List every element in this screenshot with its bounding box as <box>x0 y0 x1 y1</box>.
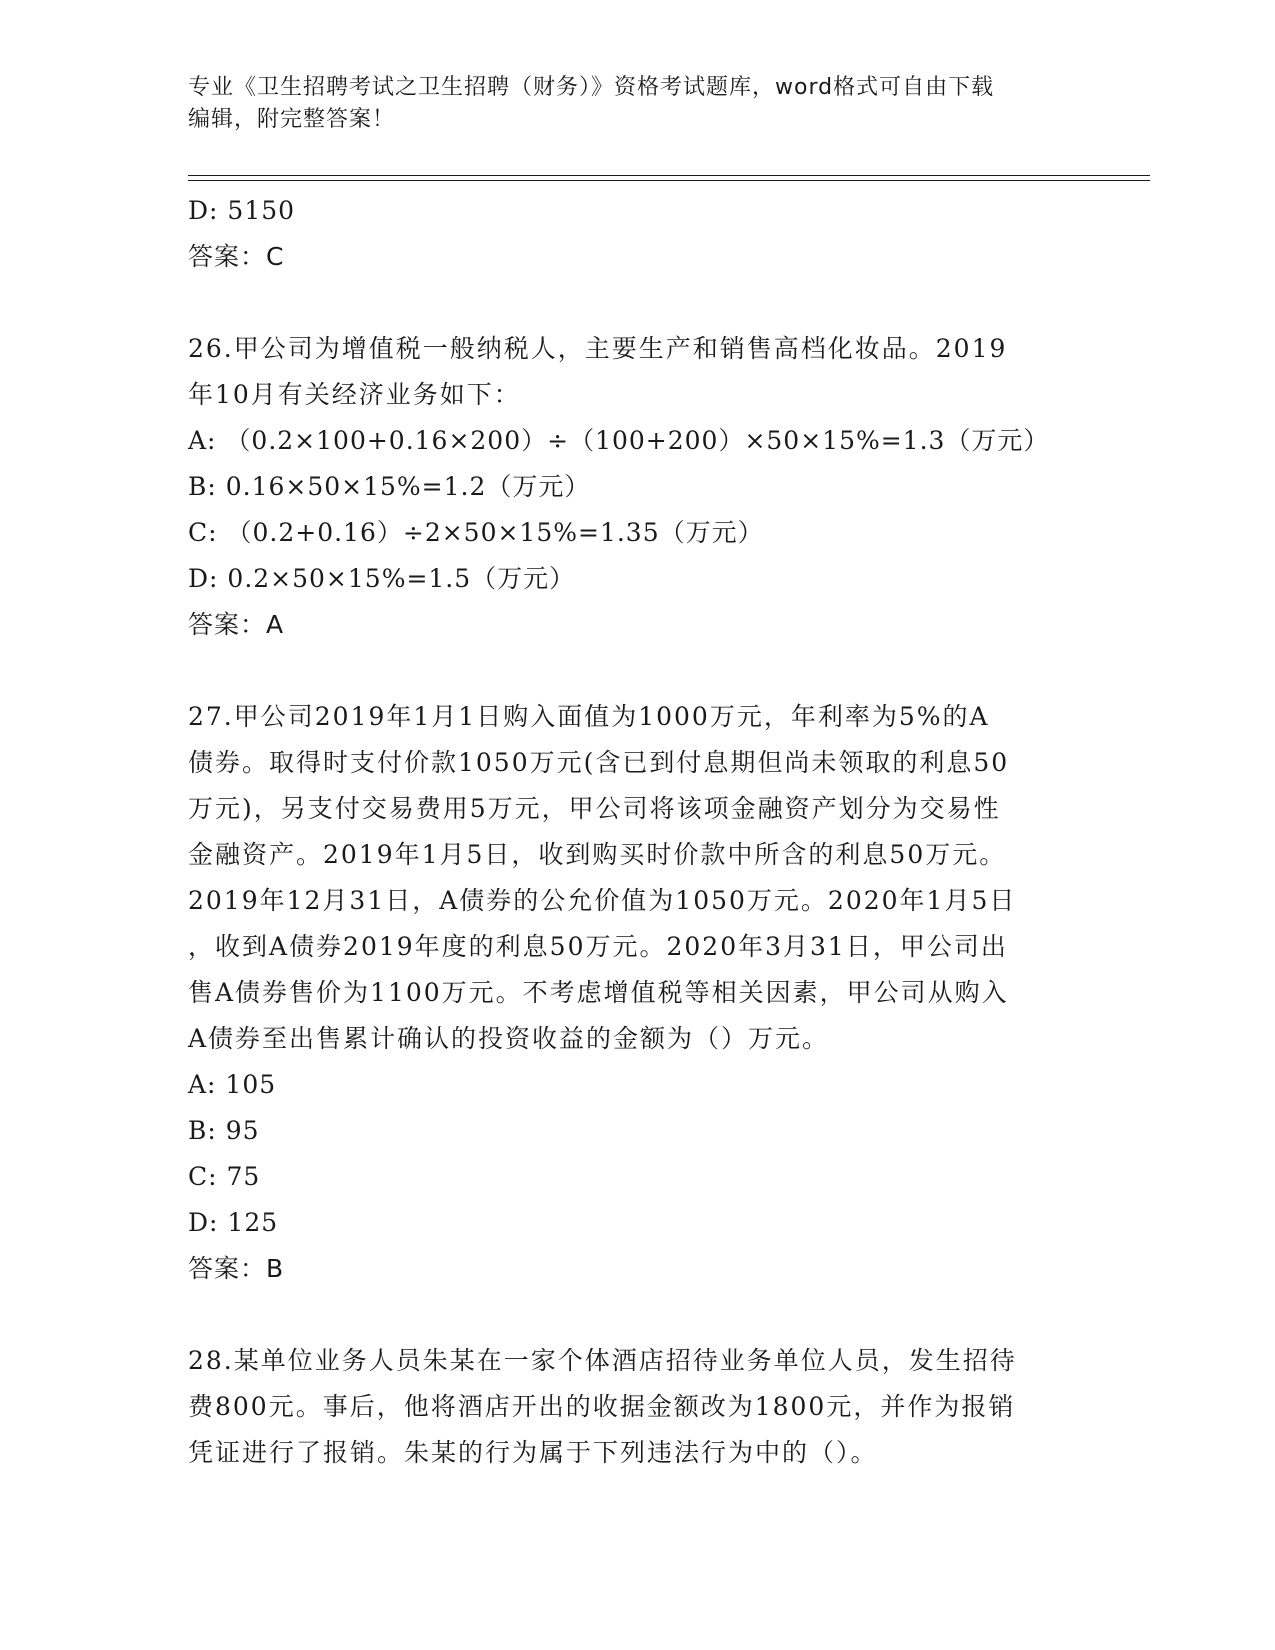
question-27 <box>188 694 1088 1292</box>
spacer <box>188 648 1088 694</box>
question-stem-line: 售A债券售价为1100万元。不考虑增值税等相关因素，甲公司从购入 <box>188 978 1009 1007</box>
question-stem-line: ，收到A债券2019年度的利息50万元。2020年3月31日，甲公司出 <box>188 932 1008 961</box>
option-a: A: 105 <box>188 1070 277 1099</box>
document-header <box>188 72 1088 136</box>
spacer <box>188 1292 1088 1338</box>
question-stem-line: 债券。取得时支付价款1050万元(含已到付息期但尚未领取的利息50 <box>188 748 1010 777</box>
question-stem-line: 年10月有关经济业务如下： <box>188 380 521 409</box>
question-stem-line: 费800元。事后，他将酒店开出的收据金额改为1800元，并作为报销 <box>188 1392 1016 1421</box>
question-stem-line: 万元)，另支付交易费用5万元，甲公司将该项金融资产划分为交易性 <box>188 794 1001 823</box>
question-stem-line: 28.某单位业务人员朱某在一家个体酒店招待业务单位人员，发生招待 <box>188 1346 1017 1375</box>
prev-option-d: D: 5150 <box>188 196 296 225</box>
header-rule-bottom <box>188 180 1150 181</box>
option-c: C: （0.2+0.16）÷2×50×15%=1.35（万元） <box>188 518 764 547</box>
prev-answer: 答案：C <box>188 242 285 271</box>
question-stem-line: 26.甲公司为增值税一般纳税人，主要生产和销售高档化妆品。2019 <box>188 334 1008 363</box>
answer: 答案：B <box>188 1254 285 1283</box>
question-28 <box>188 1338 1088 1476</box>
option-d: D: 0.2×50×15%=1.5（万元） <box>188 564 576 593</box>
option-d: D: 125 <box>188 1208 279 1237</box>
option-a: A: （0.2×100+0.16×200）÷（100+200）×50×15%=1.3（万元） <box>188 426 1050 455</box>
question-stem-line: 27.甲公司2019年1月1日购入面值为1000万元，年利率为5%的A <box>188 702 990 731</box>
spacer <box>188 280 1088 326</box>
question-stem-line: 2019年12月31日，A债券的公允价值为1050万元。2020年1月5日 <box>188 886 1017 915</box>
option-b: B: 95 <box>188 1116 260 1145</box>
question-stem-line: 金融资产。2019年1月5日，收到购买时价款中所含的利息50万元。 <box>188 840 1007 869</box>
question-stem-line: 凭证进行了报销。朱某的行为属于下列违法行为中的（）。 <box>188 1438 878 1467</box>
document-body <box>188 188 1088 1476</box>
header-line-1: 专业《卫生招聘考试之卫生招聘（财务）》资格考试题库，word格式可自由下载 <box>188 75 995 100</box>
header-rule-top <box>188 175 1150 176</box>
answer: 答案：A <box>188 610 285 639</box>
option-c: C: 75 <box>188 1162 261 1191</box>
option-b: B: 0.16×50×15%=1.2（万元） <box>188 472 591 501</box>
question-stem-line: A债券至出售累计确认的投资收益的金额为（）万元。 <box>188 1024 830 1053</box>
question-26 <box>188 326 1088 648</box>
header-line-2: 编辑，附完整答案！ <box>188 107 396 132</box>
